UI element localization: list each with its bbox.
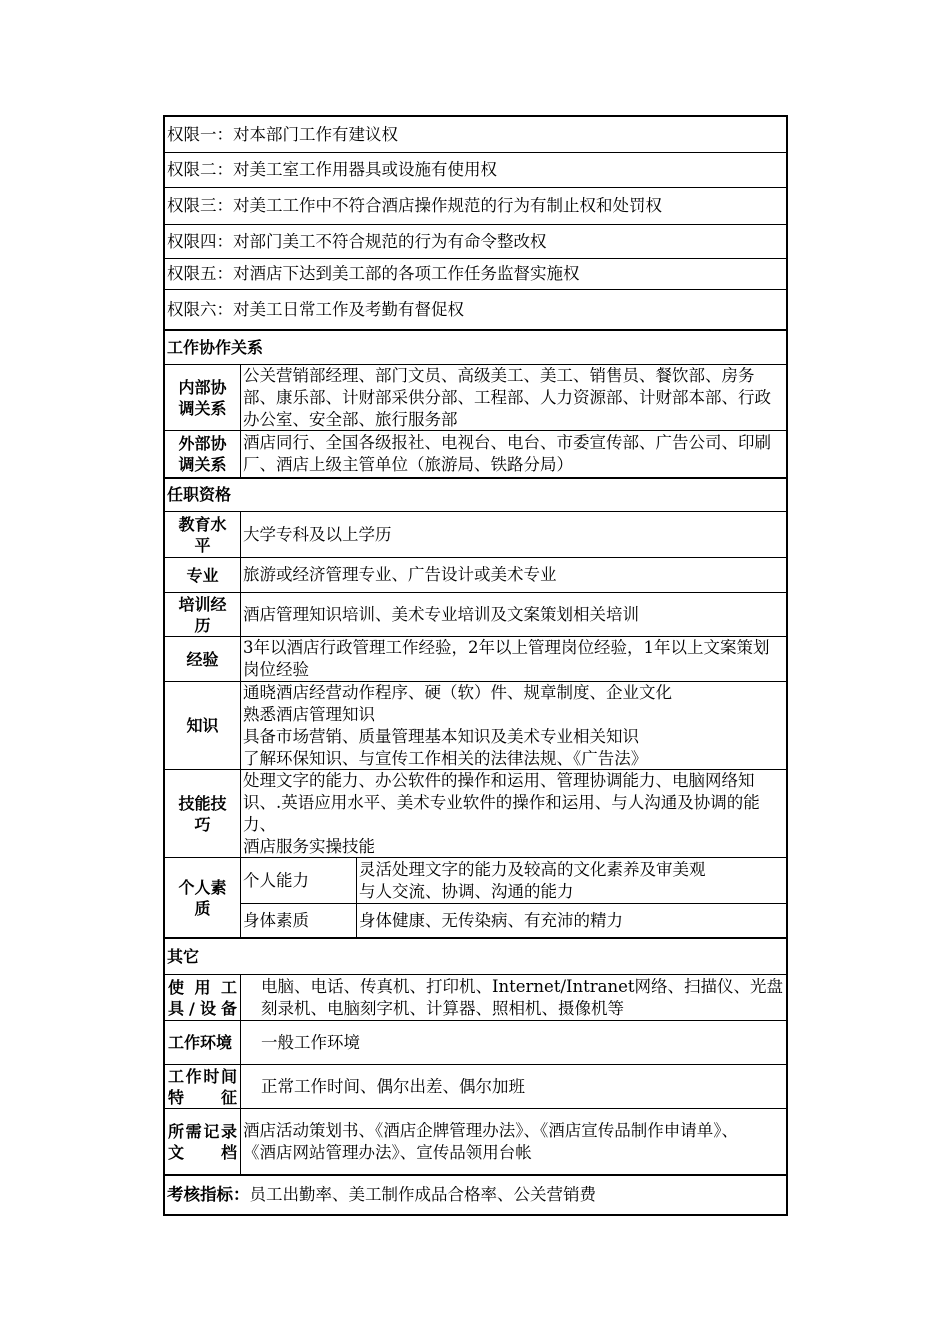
work-time-label: 工作时间特征 <box>165 1065 241 1108</box>
knowledge-line: 具备市场营销、质量管理基本知识及美术专业相关知识 <box>243 726 639 746</box>
other-heading: 其它 <box>167 946 200 966</box>
education-value: 大学专科及以上学历 <box>243 524 392 544</box>
education-label: 教育水平 <box>165 512 241 557</box>
skills-line: 酒店服务实操技能 <box>243 836 375 856</box>
work-time-value: 正常工作时间、偶尔出差、偶尔加班 <box>261 1076 525 1096</box>
records-value <box>241 1109 786 1174</box>
assessment-row <box>165 1176 786 1214</box>
authority-1: 权限一：对本部门工作有建议权 <box>167 124 398 144</box>
authority-6: 权限六：对美工日常工作及考勤有督促权 <box>167 299 464 319</box>
training-row <box>165 593 786 637</box>
knowledge-row <box>165 682 786 770</box>
section-heading-row <box>165 939 786 975</box>
assessment-label: 考核指标： <box>167 1185 250 1204</box>
external-coordination-value: 酒店同行、全国各级报社、电视台、电台、市委宣传部、广告公司、印刷厂、酒店上级主管单位（旅游局、铁路分局） <box>243 433 771 474</box>
authority-row <box>165 188 786 225</box>
work-time-row <box>165 1065 786 1109</box>
internal-coordination-value: 公关营销部经理、部门文员、高级美工、美工、销售员、餐饮部、房务部、康乐部、计财部采供分部、工程部、人力资源部、计财部本部、行政办公室、安全部、旅行服务部 <box>243 365 771 429</box>
tools-label: 使用工具/设备 <box>165 975 241 1020</box>
physical-quality-row <box>241 904 786 937</box>
education-row <box>165 512 786 558</box>
ability-line: 灵活处理文字的能力及较高的文化素养及审美观 <box>359 859 706 879</box>
authority-row <box>165 153 786 188</box>
experience-row <box>165 637 786 682</box>
personal-quality-subtable <box>241 858 786 937</box>
records-line: 酒店活动策划书、《酒店企牌管理办法》、《酒店宣传品制作申请单》、 <box>243 1120 738 1140</box>
knowledge-line: 熟悉酒店管理知识 <box>243 704 375 724</box>
tools-value: 电脑、电话、传真机、打印机、Internet/Intranet网络、扫描仪、光盘刻录机、电脑刻字机、计算器、照相机、摄像机等 <box>261 976 784 1018</box>
skills-row <box>165 770 786 858</box>
qualification-heading: 任职资格 <box>167 485 232 504</box>
authority-row <box>165 290 786 331</box>
knowledge-label: 知识 <box>165 682 241 769</box>
records-label: 所需记录文档 <box>165 1109 241 1174</box>
cooperation-heading: 工作协作关系 <box>167 337 264 357</box>
personal-ability-label: 个人能力 <box>241 858 357 903</box>
skills-value <box>241 770 786 857</box>
knowledge-line: 通晓酒店经营动作程序、硬（软）件、规章制度、企业文化 <box>243 682 672 702</box>
job-description-table <box>163 115 788 1216</box>
records-line: 《酒店网站管理办法》、宣传品领用台帐 <box>243 1142 532 1162</box>
authority-row <box>165 117 786 153</box>
internal-coordination-label: 内部协调关系 <box>165 365 241 430</box>
major-value: 旅游或经济管理专业、广告设计或美术专业 <box>243 565 557 584</box>
assessment-value: 员工出勤率、美工制作成品合格率、公关营销费 <box>249 1185 596 1204</box>
internal-coordination-row <box>165 365 786 431</box>
section-heading-row <box>165 479 786 512</box>
external-coordination-row <box>165 431 786 479</box>
knowledge-value <box>241 682 786 769</box>
personal-ability-value <box>357 858 786 903</box>
records-row <box>165 1109 786 1176</box>
external-coordination-label: 外部协调关系 <box>165 431 241 477</box>
authority-row <box>165 259 786 290</box>
training-value: 酒店管理知识培训、美术专业培训及文案策划相关培训 <box>243 604 639 624</box>
major-label: 专业 <box>165 558 241 592</box>
authority-row <box>165 225 786 259</box>
environment-row <box>165 1021 786 1065</box>
tools-row <box>165 975 786 1021</box>
section-heading-row <box>165 331 786 365</box>
training-label: 培训经历 <box>165 593 241 636</box>
experience-label: 经验 <box>165 637 241 681</box>
personal-quality-label: 个人素质 <box>165 858 241 937</box>
authority-2: 权限二：对美工室工作用器具或设施有使用权 <box>167 160 497 179</box>
skills-line: 处理文字的能力、办公软件的操作和运用、管理协调能力、电脑网络知识、.英语应用水平、美术专业软件的操作和运用、与人沟通及协调的能力、 <box>243 770 760 834</box>
personal-ability-row <box>241 858 786 904</box>
environment-label: 工作环境 <box>165 1021 241 1064</box>
experience-value: 3年以酒店行政管理工作经验，2年以上管理岗位经验，1年以上文案策划岗位经验 <box>243 638 770 679</box>
authority-5: 权限五：对酒店下达到美工部的各项工作任务监督实施权 <box>167 264 580 283</box>
major-row <box>165 558 786 593</box>
assessment <box>165 1176 786 1214</box>
personal-quality-row <box>165 858 786 939</box>
physical-quality-label: 身体素质 <box>241 904 357 937</box>
physical-quality-value: 身体健康、无传染病、有充沛的精力 <box>359 910 623 930</box>
ability-line: 与人交流、协调、沟通的能力 <box>359 881 574 901</box>
skills-label: 技能技巧 <box>165 770 241 857</box>
knowledge-line: 了解环保知识、与宣传工作相关的法律法规、《广告法》 <box>243 748 648 768</box>
environment-value: 一般工作环境 <box>261 1032 360 1052</box>
authority-4: 权限四：对部门美工不符合规范的行为有命令整改权 <box>167 231 547 251</box>
authority-3: 权限三：对美工工作中不符合酒店操作规范的行为有制止权和处罚权 <box>167 196 662 215</box>
